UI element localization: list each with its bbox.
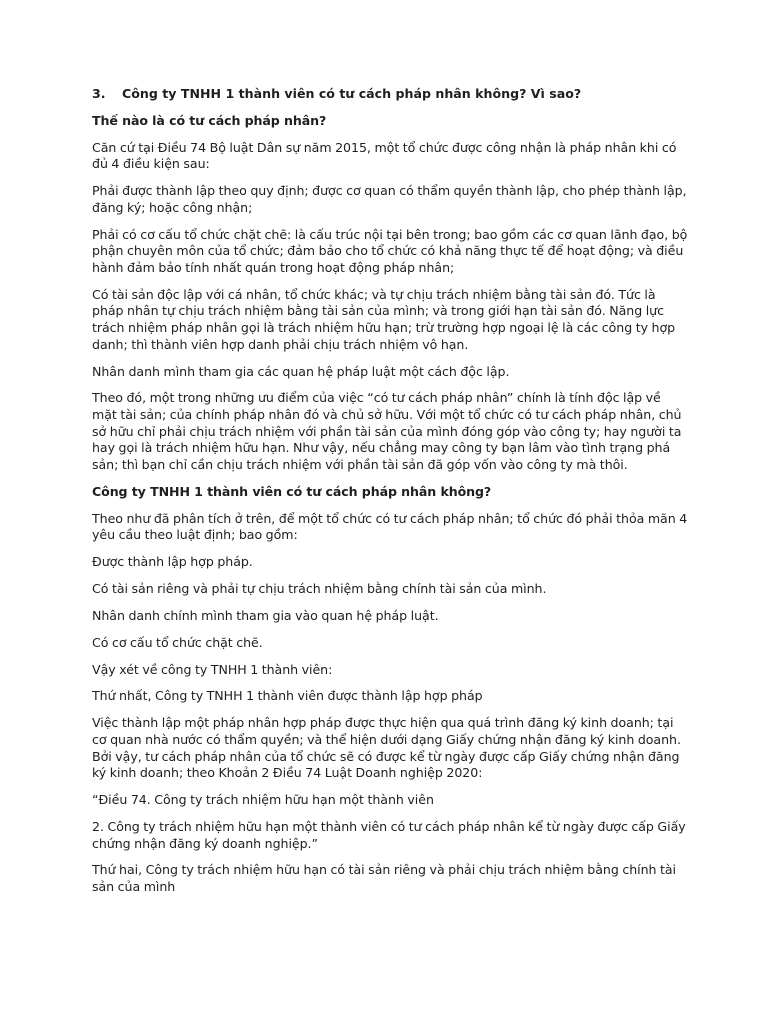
paragraph: Việc thành lập một pháp nhân hợp pháp được thực hiện qua quá trình đăng ký kinh doanh; tại cơ quan nhà nước có thẩm quyền; và thể hiện dưới dạng Giấy chứng nhận đăng ký kinh doanh. Bởi vậy, tư cách pháp nhân của tổ chức sẽ có được kể từ ngày được cấp Giấy chứng nhận đăng ký kinh doanh; theo Khoản 2 Điều 74 Luật Doanh nghiệp 2020:: [92, 715, 681, 781]
paragraph: Nhân danh mình tham gia các quan hệ pháp luật một cách độc lập.: [92, 363, 510, 379]
paragraph: Phải có cơ cấu tổ chức chặt chẽ: là cấu trúc nội tại bên trong; bao gồm các cơ quan lãnh đạo, bộ phận chuyên môn của tổ chức; đảm bảo cho tổ chức có khả năng thực tế để hoạt động; và điều hành đảm bảo tính nhất quán trong hoạt động pháp nhân;: [92, 226, 688, 275]
paragraph: Vậy xét về công ty TNHH 1 thành viên:: [92, 661, 333, 677]
paragraph: Theo như đã phân tích ở trên, để một tổ chức có tư cách pháp nhân; tổ chức đó phải thỏa mãn 4 yêu cầu theo luật định; bao gồm:: [92, 510, 688, 543]
section-number: 3.: [92, 86, 106, 101]
paragraph: Thứ nhất, Công ty TNHH 1 thành viên được thành lập hợp pháp: [92, 688, 483, 704]
quote-paragraph: “Điều 74. Công ty trách nhiệm hữu hạn một thành viên: [92, 792, 434, 808]
paragraph: Căn cứ tại Điều 74 Bộ luật Dân sự năm 2015, một tổ chức được công nhận là pháp nhân khi có đủ 4 điều kiện sau:: [92, 139, 677, 172]
subheading-llc-legal-status: Công ty TNHH 1 thành viên có tư cách pháp nhân không?: [92, 483, 492, 499]
subheading-legal-entity-definition: Thế nào là có tư cách pháp nhân?: [92, 112, 327, 128]
section-title: Công ty TNHH 1 thành viên có tư cách pháp nhân không? Vì sao?: [122, 86, 582, 101]
paragraph: Có tài sản độc lập với cá nhân, tổ chức khác; và tự chịu trách nhiệm bằng tài sản đó. Tức là pháp nhân tự chịu trách nhiệm bằng tài sản của mình; và trong giới hạn tài sản đó. Năng lực trách nhiệm pháp nhân gọi là trách nhiệm hữu hạn; trừ trường hợp ngoại lệ là các công ty hợp danh; thì thành viên hợp danh phải chịu trách nhiệm vô hạn.: [92, 286, 676, 352]
quote-paragraph: 2. Công ty trách nhiệm hữu hạn một thành viên có tư cách pháp nhân kể từ ngày được cấp Giấy chứng nhận đăng ký doanh nghiệp.”: [92, 818, 686, 851]
paragraph: Có tài sản riêng và phải tự chịu trách nhiệm bằng chính tài sản của mình.: [92, 580, 547, 596]
paragraph: Theo đó, một trong những ưu điểm của việc “có tư cách pháp nhân” chính là tính độc lập về mặt tài sản; của chính pháp nhân đó và chủ sở hữu. Với một tổ chức có tư cách pháp nhân, chủ sở hữu chỉ phải chịu trách nhiệm với phần tài sản của mình đóng góp vào công ty; hay người ta hay gọi là trách nhiệm hữu hạn. Như vậy, nếu chẳng may công ty bạn lâm vào tình trạng phá sản; thì bạn chỉ cần chịu trách nhiệm với phần tài sản đã góp vốn vào công ty mà thôi.: [92, 390, 682, 472]
paragraph: Thứ hai, Công ty trách nhiệm hữu hạn có tài sản riêng và phải chịu trách nhiệm bằng chính tài sản của mình: [92, 862, 676, 895]
paragraph: Nhân danh chính mình tham gia vào quan hệ pháp luật.: [92, 607, 439, 623]
document-page: [92, 86, 688, 906]
paragraph: Được thành lập hợp pháp.: [92, 554, 253, 570]
section-heading: [92, 86, 688, 103]
paragraph: Có cơ cấu tổ chức chặt chẽ.: [92, 634, 263, 650]
paragraph: Phải được thành lập theo quy định; được cơ quan có thẩm quyền thành lập, cho phép thành lập, đăng ký; hoặc công nhận;: [92, 183, 687, 215]
